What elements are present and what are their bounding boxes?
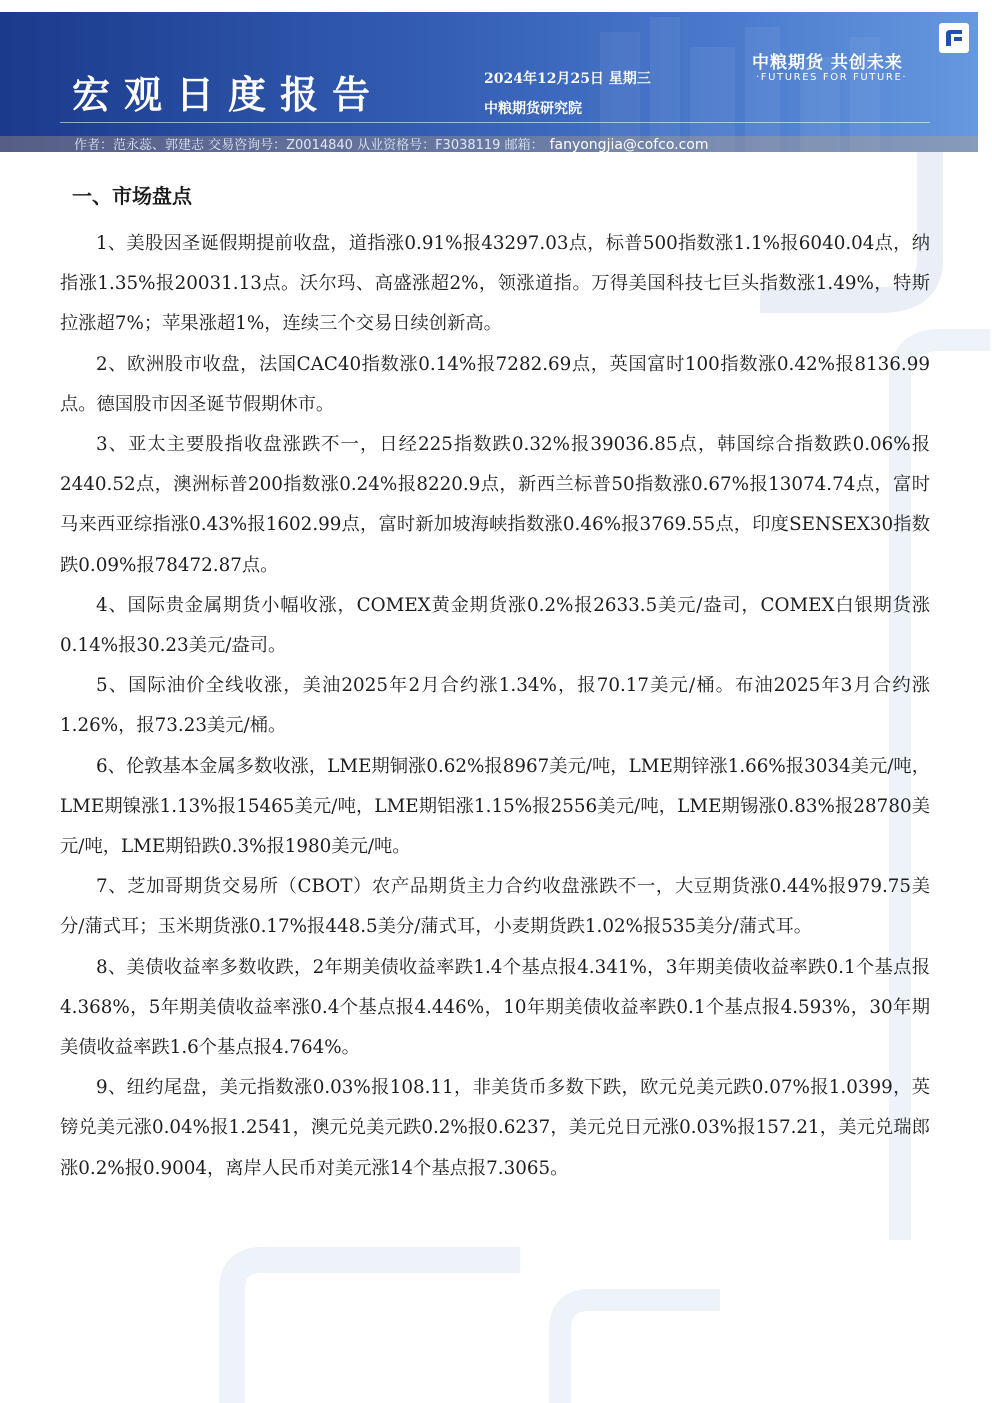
brand-slogan: 中粮期货 共创未来 <box>752 53 903 73</box>
report-header-banner <box>0 12 978 152</box>
paragraph-crude-oil: 5、国际油价全线收涨，美油2025年2月合约涨1.34%，报70.17美元/桶。布油2025年3月合约涨1.26%，报73.23美元/桶。 <box>60 675 930 737</box>
report-date: 2024年12月25日 星期三 <box>484 71 651 87</box>
paragraph-cbot-agriculture: 7、芝加哥期货交易所（CBOT）农产品期货主力合约收盘涨跌不一，大豆期货涨0.44%报979.75美分/蒲式耳；玉米期货涨0.17%报448.5美分/蒲式耳，小麦期货跌1.02%报535美分/蒲式耳。 <box>60 876 930 938</box>
author-details: 作者：范永蕊、郭建志 交易咨询号：Z0014840 从业资格号：F3038119 邮箱： <box>74 138 544 152</box>
research-institute: 中粮期货研究院 <box>484 101 582 117</box>
paragraph-base-metals: 6、伦敦基本金属多数收涨，LME期铜涨0.62%报8967美元/吨，LME期锌涨1.66%报3034美元/吨，LME期镍涨1.13%报15465美元/吨，LME期铝涨1.15%报2556美元/吨，LME期锡涨0.83%报28780美元/吨，LME期铅跌0.3%报1980美元/吨。 <box>60 755 930 858</box>
header-divider <box>60 122 930 123</box>
paragraph-us-stocks: 1、美股因圣诞假期提前收盘，道指涨0.91%报43297.03点，标普500指数涨1.1%报6040.04点，纳指涨1.35%报20031.13点。沃尔玛、高盛涨超2%，领涨道指。万得美国科技七巨头指数涨1.49%，特斯拉涨超7%；苹果涨超1%，连续三个交易日续创新高。 <box>60 233 930 335</box>
paragraph-fx-market: 9、纽约尾盘，美元指数涨0.03%报108.11，非美货币多数下跌，欧元兑美元跌0.07%报1.0399，英镑兑美元涨0.04%报1.2541，澳元兑美元跌0.2%报0.6237，美元兑日元涨0.03%报157.21，美元兑瑞郎涨0.2%报0.9004，离岸人民币对美元涨14个基点报7.3065。 <box>60 1077 930 1179</box>
paragraph-europe-stocks: 2、欧洲股市收盘，法国CAC40指数涨0.14%报7282.69点，英国富时100指数涨0.42%报8136.99点。德国股市因圣诞节假期休市。 <box>60 353 930 415</box>
market-review-body <box>60 224 930 1189</box>
cofco-logo-icon <box>938 22 970 54</box>
author-email-link[interactable]: fanyongjia@cofco.com <box>549 137 709 152</box>
brand-slogan-english: ·FUTURES FOR FUTURE· <box>756 72 908 83</box>
report-title: 宏观日度报告 <box>72 72 385 117</box>
paragraph-us-treasuries: 8、美债收益率多数收跌，2年期美债收益率跌1.4个基点报4.341%，3年期美债收益率跌0.1个基点报4.368%，5年期美债收益率涨0.4个基点报4.446%，10年期美债收益率跌0.1个基点报4.593%，30年期美债收益率跌1.6个基点报4.764%。 <box>60 956 930 1059</box>
author-info-line <box>74 134 709 152</box>
section-heading: 一、市场盘点 <box>72 184 192 208</box>
paragraph-precious-metals: 4、国际贵金属期货小幅收涨，COMEX黄金期货涨0.2%报2633.5美元/盎司，COMEX白银期货涨0.14%报30.23美元/盎司。 <box>60 594 930 657</box>
paragraph-asia-pacific-stocks: 3、亚太主要股指收盘涨跌不一，日经225指数跌0.32%报39036.85点，韩国综合指数跌0.06%报2440.52点，澳洲标普200指数涨0.24%报8220.9点，新西兰标普50指数涨0.67%报13074.74点，富时马来西亚综指涨0.43%报1602.99点，富时新加坡海峡指数涨0.46%报3769.55点，印度SENSEX30指数跌0.09%报78472.87点。 <box>60 434 930 576</box>
